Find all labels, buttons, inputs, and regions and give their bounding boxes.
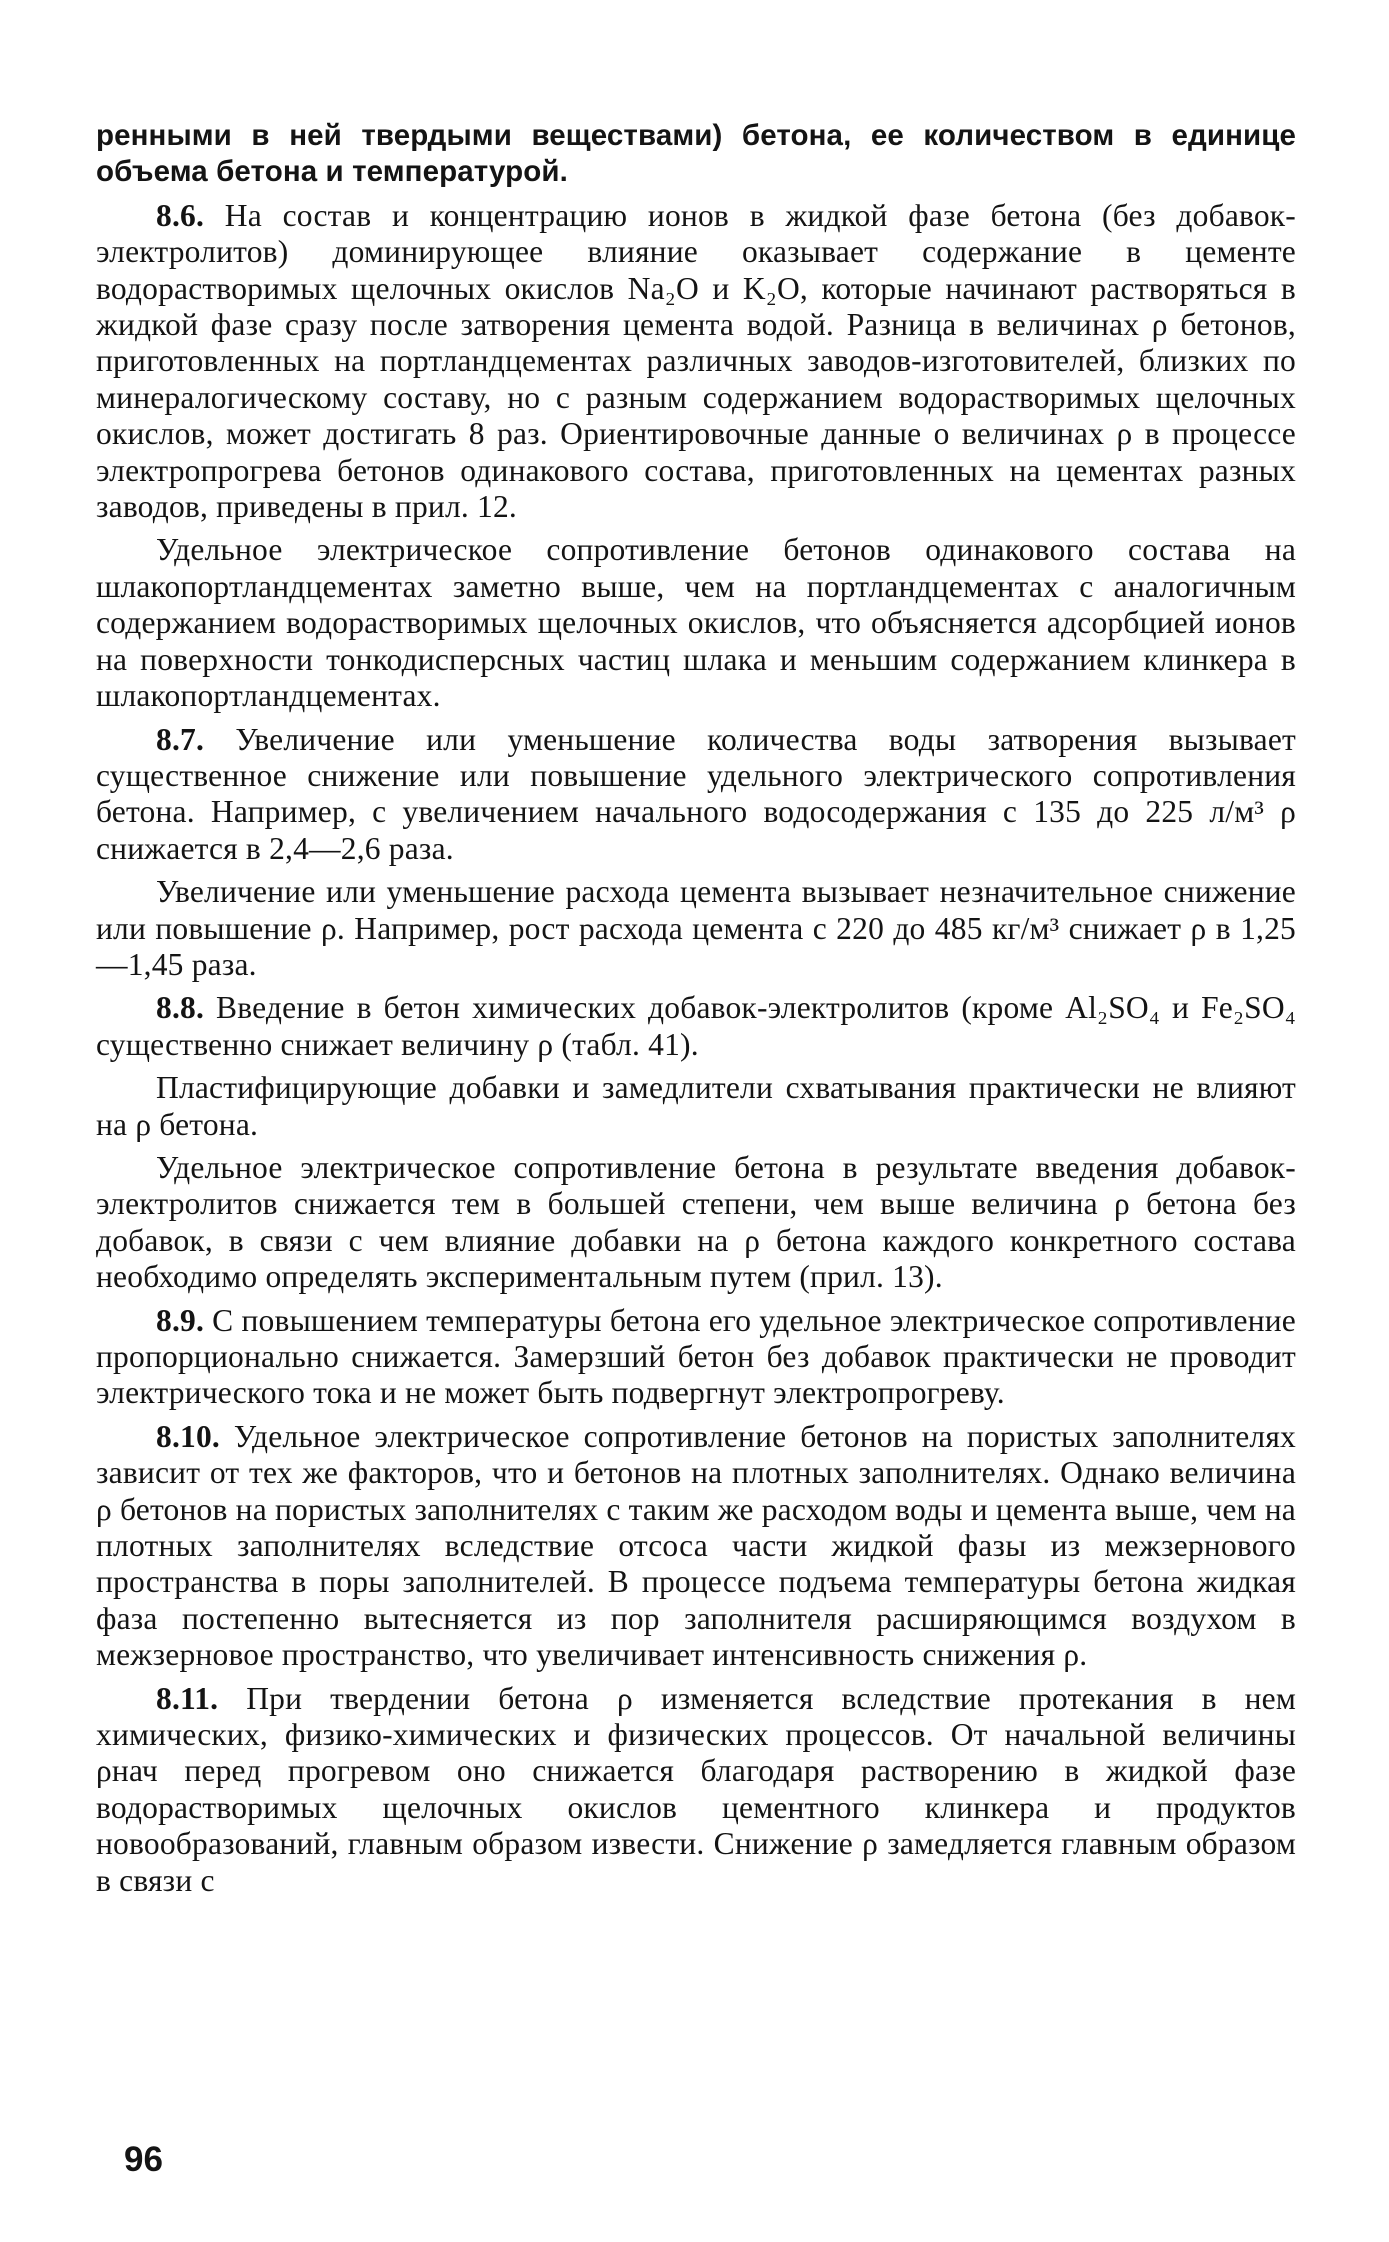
paragraph-text: Введение в бетон химических добавок-электролитов (кроме Al₂SO₄ и Fe₂SO₄ существенно снижает величину ρ (табл. 41). [96, 990, 1296, 1062]
section-number: 8.7. [156, 721, 205, 757]
paragraph-text: ренными в ней твердыми веществами) бетона, ее количеством в единице объема бетона и температурой. [96, 119, 1296, 189]
paragraph-text: Пластифицирующие добавки и замедлители схватывания практически не влияют на ρ бетона. [96, 1070, 1296, 1142]
paragraph-electrolytes [96, 1150, 1296, 1296]
paragraph-8-7 [96, 722, 1296, 868]
section-number: 8.9. [156, 1302, 205, 1338]
page-number: 96 [124, 2140, 163, 2179]
paragraph-text: Удельное электрическое сопротивление бетонов на пористых заполнителях зависит от тех же факторов, что и бетонов на плотных заполнителях. Однако величина ρ бетонов на пористых заполнителях с таким же расходом воды и цемента выше, чем на плотных заполнителях вследствие отсоса части жидкой фазы из межзернового пространства в поры заполнителей. В процессе подъема температуры бетона жидкая фаза постепенно вытесняется из пор заполнителя расширяющимся воздухом в межзерновое пространство, что увеличивает интенсивность снижения ρ. [96, 1418, 1296, 1673]
paragraph-8-6 [96, 198, 1296, 526]
paragraph-text: Увеличение или уменьшение расхода цемента вызывает незначительное снижение или повышение ρ. Например, рост расхода цемента с 220 до 485 кг/м³ снижает ρ в 1,25—1,45 раза. [96, 874, 1296, 982]
paragraph-8-10 [96, 1419, 1296, 1674]
section-number: 8.6. [156, 197, 205, 233]
paragraph-text: Удельное электрическое сопротивление бетонов одинакового состава на шлакопортландцементах заметно выше, чем на портландцементах с аналогичным содержанием водорастворимых щелочных окислов, что объясняется адсорбцией ионов на поверхности тонкодисперсных частиц шлака и меньшим содержанием клинкера в шлакопортландцементах. [96, 532, 1296, 714]
paragraph-8-11 [96, 1681, 1296, 1899]
paragraph-text: Увеличение или уменьшение количества воды затворения вызывает существенное снижение или повышение удельного электрического сопротивления бетона. Например, с увеличением начального водосодержания с 135 до 225 л/м³ ρ снижается в 2,4—2,6 раза. [96, 721, 1296, 866]
paragraph-continuation [96, 118, 1296, 191]
paragraph-plasticizers [96, 1070, 1296, 1143]
paragraph-text: При твердении бетона ρ изменяется вследствие протекания в нем химических, физико-химических и физических процессов. От начальной величины ρнач перед прогревом оно снижается благодаря растворению в жидкой фазе водорастворимых щелочных окислов цементного клинкера и продуктов новообразований, главным образом извести. Снижение ρ замедляется главным образом в связи с [96, 1680, 1296, 1898]
page-body [96, 118, 1296, 1906]
section-number: 8.8. [156, 990, 205, 1026]
section-number: 8.11. [156, 1680, 219, 1716]
paragraph-cement-consumption [96, 874, 1296, 983]
paragraph-text: Удельное электрическое сопротивление бетона в результате введения добавок-электролитов снижается тем в большей степени, чем выше величина ρ бетона без добавок, в связи с чем влияние добавки на ρ бетона каждого конкретного состава необходимо определять экспериментальным путем (прил. 13). [96, 1149, 1296, 1295]
paragraph-slag-cement [96, 532, 1296, 714]
paragraph-text: На состав и концентрацию ионов в жидкой фазе бетона (без добавок-электролитов) доминирующее влияние оказывает содержание в цементе водорастворимых щелочных окислов Na₂O и K₂O, которые начинают растворяться в жидкой фазе сразу после затворения цемента водой. Разница в величинах ρ бетонов, приготовленных на портландцементах различных заводов-изготовителей, близких по минералогическому составу, но с разным содержанием водорастворимых щелочных окислов, может достигать 8 раз. Ориентировочные данные о величинах ρ в процессе электропрогрева бетонов одинакового состава, приготовленных на цементах разных заводов, приведены в прил. 12. [96, 197, 1296, 525]
section-number: 8.10. [156, 1418, 220, 1454]
paragraph-8-9 [96, 1303, 1296, 1412]
paragraph-8-8 [96, 990, 1296, 1063]
paragraph-text: С повышением температуры бетона его удельное электрическое сопротивление пропорционально снижается. Замерзший бетон без добавок практически не проводит электрического тока и не может быть подвергнут электропрогреву. [96, 1302, 1296, 1411]
